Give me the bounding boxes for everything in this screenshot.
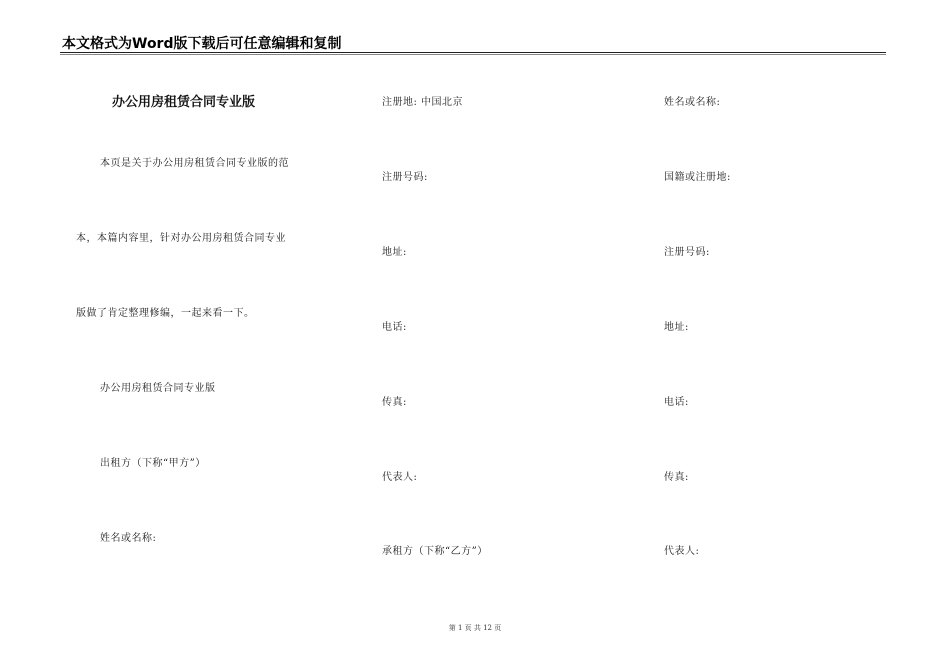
col2-line-7: 承租方（下称“乙方”） [382, 546, 488, 557]
col3-line-2: 国籍或注册地: [664, 172, 731, 183]
header-title: 本文格式为Word版下载后可任意编辑和复制 [62, 36, 342, 52]
col3-line-4: 地址: [664, 322, 689, 333]
col2-line-3: 地址: [382, 247, 407, 258]
col1-line-2: 本，本篇内容里，针对办公用房租赁合同专业 [76, 233, 286, 244]
col1-line-4: 办公用房租赁合同专业版 [100, 383, 216, 394]
col1-line-1: 本页是关于办公用房租赁合同专业版的范 [100, 158, 289, 169]
header-divider [60, 52, 886, 53]
col3-line-3: 注册号码: [664, 247, 710, 258]
col3-line-5: 电话: [664, 397, 689, 408]
page-number: 第 1 页 共 12 页 [448, 624, 502, 632]
col3-line-1: 姓名或名称: [664, 97, 721, 108]
col3-line-6: 传真: [664, 472, 689, 483]
header-divider-secondary [60, 54, 886, 55]
col2-line-2: 注册号码: [382, 172, 428, 183]
col2-line-6: 代表人: [382, 472, 418, 483]
col3-line-7: 代表人: [664, 546, 700, 557]
col2-line-5: 传真: [382, 397, 407, 408]
col2-line-4: 电话: [382, 322, 407, 333]
col2-line-1: 注册地: 中国北京 [382, 97, 464, 108]
col1-line-3: 版做了肯定整理修编，一起来看一下。 [76, 308, 255, 319]
document-title: 办公用房租赁合同专业版 [112, 95, 256, 110]
col1-line-5: 出租方（下称“甲方”） [100, 458, 206, 469]
col1-line-6: 姓名或名称: [100, 533, 157, 544]
